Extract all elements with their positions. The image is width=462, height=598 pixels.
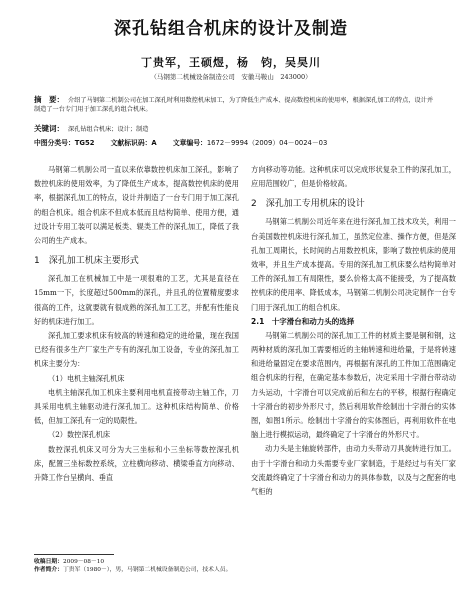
body-paragraph: 动力头是主轴旋转部件，由动力头带动刀具旋转进行加工。由于十字滑台和动力头需要专业厂家制造，于是经过与有关厂家交流最终确定了十字滑台和动力的具体参数，以及与之配套的电气柜的: [251, 444, 456, 497]
body-paragraph: 深孔加工要求机床有较高的转速和稳定的进给量，现在我国已经有很多生产厂家生产专有的深孔加工设备，专业的深孔加工机床主要分为：: [34, 331, 239, 369]
keywords-text: 深孔钻组合机床；设计；制造: [68, 126, 149, 133]
paper-title: 深孔钻组合机床的设计及制造: [114, 19, 348, 39]
author-bio: 作者简介：丁贵军（1980－），男，马钢第二机械设备制造公司，技术人员。: [34, 567, 232, 573]
body-paragraph: 马钢第二机制公司的深孔加工工件的材质主要是铜和钢，这两种材质的深孔加工需要相近的主轴转速和进给量，于是将转速和进给量固定在要求范围内，再根据有深孔的工件加工范围确定组合机床的行程，在确定基本参数后，决定采用十字滑台带动动力头运动，十字滑台可以完成前后和左右的平移，根据行程确定十字滑台的初步外形尺寸，然后利用软件绘制出十字滑台的实体图，如图1所示。绘制出十字滑台的实体图后，再利用软件在电脑上进行模拟运动，最终确定了十字滑台的外形尺寸。: [251, 330, 456, 440]
article-number: 文章编号：1672－9994（2009）04－0024－03: [172, 139, 328, 147]
subsection-heading: 2.1 十字滑台和动力头的选择: [251, 316, 355, 326]
body-paragraph: 电机主轴深孔加工机床主要利用电机直接带动主轴工作，刀具采用电机主轴驱动进行深孔加工。这种机床结构简单、价格低，但加工深孔有一定的局限性。: [34, 387, 239, 426]
list-item-title: （2）数控深孔机床: [48, 430, 111, 440]
body-paragraph: 马钢第二机制公司近年来在进行深孔加工技术攻关，利用一台美国数控机床进行深孔加工，虽然定位准、操作方便，但是深孔加工周期长，长时间的占用数控机床，影响了数控机床的使用效率，并且生产成本提高。专用的深孔加工机床要么结构简单对工件的深孔加工有局限性，要么价格太高不能接受，为了提高数控机床的使用率、降低成本，马钢第二机制公司决定制作一台专门用于深孔加工的组合机床。: [251, 217, 456, 312]
body-paragraph: 深孔加工在机械加工中是一项很难的工艺，尤其是直径在15mm一下，长度超过500mm的深孔，并且孔的位置精度要求很高的工件，这就要就有很成熟的深孔加工工艺，并配有性能良好的机床进行加工。: [34, 274, 239, 326]
list-item-title: （1）电机主轴深孔机床: [48, 373, 125, 383]
right-column: [251, 163, 456, 499]
intro-paragraph: 马钢第二机制公司一直以来依靠数控机床加工深孔，影响了数控机床的使用效率，为了降低生产成本，提高数控机床的使用率，根据深孔加工的特点，设计并制造了一台专门用于加工深孔的组合机床。组合机床不但成本低而且结构简单、使用方便，通过设计专用工装可以满足板类、辊类工件的深孔加工，降低了我公司的生产成本。: [34, 165, 239, 246]
footnote: [34, 554, 239, 574]
body-paragraph: 方向移动等功能。这种机床可以完成形状复杂工件的深孔加工，应用范围较广，但是价格较高。: [251, 165, 456, 189]
received-date: 收稿日期：2009－08－10: [34, 559, 105, 565]
keywords: [34, 124, 438, 134]
author-affiliation: （马钢第二机械设备制造公司 安徽马鞍山 243000）: [150, 73, 312, 81]
classification-row: [34, 137, 438, 147]
clc-number: 中图分类号：TG52: [34, 139, 95, 147]
author-list: 丁贵军，王硕煜，杨 钧，吴昊川: [141, 56, 321, 69]
body-paragraph: 数控深孔机床又可分为大三坐标和小三坐标等数控深孔机床，配置三坐标数控系统，立柱横向移动、横梁垂直方向移动、升降工作台呈横向、垂直: [34, 444, 239, 483]
document-code: 文献标识码：A: [110, 139, 157, 147]
footnote-rule: [34, 554, 114, 555]
abstract: [34, 95, 438, 114]
section-heading: 1 深孔加工机床主要形式: [34, 256, 139, 267]
abstract-label: 摘 要：: [34, 95, 64, 104]
keywords-label: 关键词：: [34, 124, 64, 133]
abstract-text: 介绍了马钢第二机制公司在加工深孔时利用数控机床加工，为了降低生产成本、提高数控机床的使用率，根据深孔加工的特点，设计并制造了一台专门用于加工深孔的组合机床。: [34, 97, 434, 113]
section-heading: 2 深孔加工专用机床的设计: [251, 199, 365, 210]
left-column: [34, 163, 239, 485]
